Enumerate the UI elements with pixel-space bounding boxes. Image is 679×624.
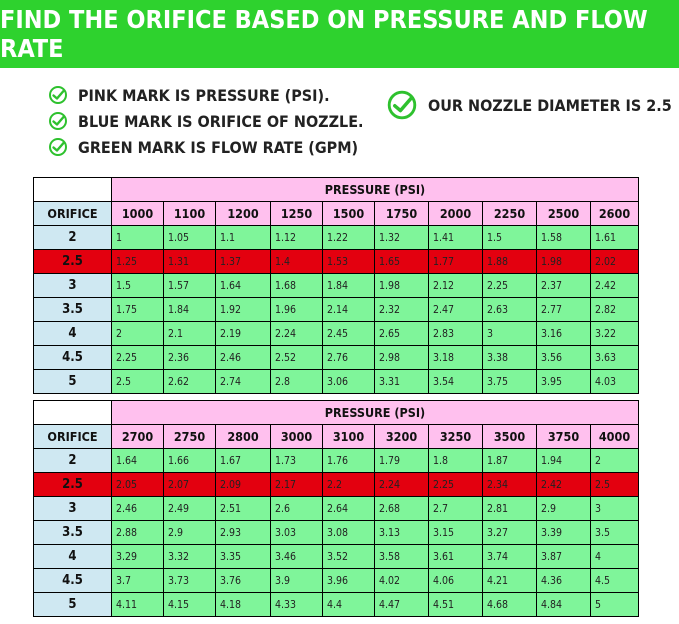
pressure-header: 2750	[164, 425, 216, 449]
flow-rate-cell: 4	[591, 545, 639, 569]
flow-rate-cell: 2.1	[164, 322, 216, 346]
flow-rate-cell: 4.06	[429, 569, 483, 593]
pressure-header: 2700	[112, 425, 164, 449]
flow-rate-cell: 1.5	[112, 274, 164, 298]
flow-rate-cell: 2.07	[164, 473, 216, 497]
flow-rate-cell: 2.93	[216, 521, 271, 545]
flow-rate-cell: 1.84	[164, 298, 216, 322]
flow-rate-cell: 3.74	[483, 545, 537, 569]
flow-rate-cell: 2.88	[112, 521, 164, 545]
flow-rate-cell: 3.61	[429, 545, 483, 569]
flow-rate-cell: 2.62	[164, 370, 216, 394]
flow-rate-cell: 1.67	[216, 449, 271, 473]
flow-table-2	[33, 400, 639, 617]
flow-rate-cell: 1.4	[271, 250, 323, 274]
flow-rate-cell: 1.65	[375, 250, 429, 274]
pressure-header: 1500	[323, 202, 375, 226]
flow-rate-cell: 2.37	[537, 274, 591, 298]
flow-rate-cell: 2.24	[271, 322, 323, 346]
flow-rate-cell: 4.11	[112, 593, 164, 617]
check-circle-icon	[48, 85, 68, 105]
flow-rate-cell: 1.88	[483, 250, 537, 274]
orifice-cell: 2	[34, 449, 112, 473]
flow-rate-cell: 2.9	[537, 497, 591, 521]
orifice-cell: 3	[34, 497, 112, 521]
flow-rate-cell: 2.17	[271, 473, 323, 497]
pressure-label: PRESSURE (PSI)	[112, 178, 639, 202]
pressure-header-row	[34, 202, 639, 226]
check-circle-icon	[48, 111, 68, 131]
legend-item-pressure	[48, 82, 364, 108]
table-row	[34, 370, 639, 394]
flow-rate-cell: 1.25	[112, 250, 164, 274]
flow-rate-cell: 3.27	[483, 521, 537, 545]
flow-rate-cell: 3.38	[483, 346, 537, 370]
flow-rate-cell: 2.7	[429, 497, 483, 521]
orifice-cell: 2	[34, 226, 112, 250]
corner-cell	[34, 178, 112, 202]
flow-rate-cell: 4.36	[537, 569, 591, 593]
flow-rate-cell: 1.77	[429, 250, 483, 274]
flow-rate-cell: 2.25	[483, 274, 537, 298]
flow-rate-cell: 1.37	[216, 250, 271, 274]
flow-rate-cell: 3.31	[375, 370, 429, 394]
flow-rate-cell: 2.5	[112, 370, 164, 394]
flow-rate-cell: 1.76	[323, 449, 375, 473]
flow-rate-cell: 2	[591, 449, 639, 473]
flow-rate-cell: 1.05	[164, 226, 216, 250]
flow-rate-cell: 2.25	[429, 473, 483, 497]
flow-rate-cell: 1.64	[216, 274, 271, 298]
orifice-cell: 5	[34, 370, 112, 394]
table-row	[34, 274, 639, 298]
flow-rate-cell: 4.33	[271, 593, 323, 617]
flow-rate-cell: 3.95	[537, 370, 591, 394]
flow-rate-cell: 1.8	[429, 449, 483, 473]
flow-rate-cell: 1.12	[271, 226, 323, 250]
flow-rate-cell: 3.35	[216, 545, 271, 569]
flow-rate-cell: 2.45	[323, 322, 375, 346]
flow-rate-cell: 3.18	[429, 346, 483, 370]
flow-rate-cell: 1.84	[323, 274, 375, 298]
flow-rate-cell: 1.87	[483, 449, 537, 473]
flow-rate-cell: 4.21	[483, 569, 537, 593]
table-row	[34, 346, 639, 370]
pressure-header: 3200	[375, 425, 429, 449]
pressure-label: PRESSURE (PSI)	[112, 401, 639, 425]
flow-rate-cell: 3.22	[591, 322, 639, 346]
orifice-cell: 5	[34, 593, 112, 617]
pressure-header: 2500	[537, 202, 591, 226]
pressure-header: 2250	[483, 202, 537, 226]
pressure-header: 1000	[112, 202, 164, 226]
table-row-highlighted	[34, 473, 639, 497]
flow-rate-cell: 1.75	[112, 298, 164, 322]
flow-rate-cell: 2.25	[112, 346, 164, 370]
flow-rate-cell: 3.46	[271, 545, 323, 569]
flow-rate-cell: 4.51	[429, 593, 483, 617]
flow-rate-cell: 2.8	[271, 370, 323, 394]
flow-rate-cell: 2.77	[537, 298, 591, 322]
legend-text: BLUE MARK IS ORIFICE OF NOZZLE.	[78, 111, 364, 131]
orifice-cell: 3.5	[34, 298, 112, 322]
pressure-header: 3750	[537, 425, 591, 449]
flow-rate-cell: 3.96	[323, 569, 375, 593]
flow-rate-cell: 2.65	[375, 322, 429, 346]
flow-rate-cell: 2.34	[483, 473, 537, 497]
table-row	[34, 449, 639, 473]
flow-rate-cell: 1.58	[537, 226, 591, 250]
flow-rate-cell: 3	[591, 497, 639, 521]
flow-rate-cell: 2.2	[323, 473, 375, 497]
flow-rate-cell: 2.6	[271, 497, 323, 521]
flow-rate-cell: 2.76	[323, 346, 375, 370]
flow-rate-cell: 4.02	[375, 569, 429, 593]
nozzle-note-text: OUR NOZZLE DIAMETER IS 2.5	[428, 95, 672, 115]
legend	[48, 82, 364, 160]
flow-rate-cell: 3.56	[537, 346, 591, 370]
table-row	[34, 545, 639, 569]
flow-rate-cell: 2.83	[429, 322, 483, 346]
flow-rate-cell: 2.9	[164, 521, 216, 545]
flow-rate-cell: 1.79	[375, 449, 429, 473]
flow-rate-cell: 2.05	[112, 473, 164, 497]
orifice-cell: 2.5	[34, 473, 112, 497]
flow-rate-cell: 2.46	[216, 346, 271, 370]
flow-rate-cell: 1.61	[591, 226, 639, 250]
flow-rate-cell: 1.53	[323, 250, 375, 274]
flow-rate-cell: 2.5	[591, 473, 639, 497]
corner-cell	[34, 401, 112, 425]
pressure-header: 2800	[216, 425, 271, 449]
flow-rate-cell: 3.16	[537, 322, 591, 346]
flow-rate-cell: 3.06	[323, 370, 375, 394]
flow-rate-cell: 2.81	[483, 497, 537, 521]
flow-rate-cell: 2.19	[216, 322, 271, 346]
flow-rate-cell: 2.68	[375, 497, 429, 521]
flow-rate-cell: 4.47	[375, 593, 429, 617]
flow-rate-cell: 2.74	[216, 370, 271, 394]
pressure-header: 2000	[429, 202, 483, 226]
flow-rate-cell: 4.15	[164, 593, 216, 617]
flow-rate-cell: 2.49	[164, 497, 216, 521]
legend-item-flow	[48, 134, 364, 160]
flow-rate-cell: 1.66	[164, 449, 216, 473]
flow-rate-cell: 2.46	[112, 497, 164, 521]
pressure-header: 1200	[216, 202, 271, 226]
flow-rate-cell: 2.63	[483, 298, 537, 322]
flow-rate-cell: 1.57	[164, 274, 216, 298]
flow-rate-cell: 2.02	[591, 250, 639, 274]
flow-rate-cell: 2.98	[375, 346, 429, 370]
legend-text: GREEN MARK IS FLOW RATE (GPM)	[78, 137, 359, 157]
flow-rate-cell: 1.22	[323, 226, 375, 250]
flow-rate-cell: 3.87	[537, 545, 591, 569]
title-banner	[0, 0, 679, 68]
pressure-label-row	[34, 401, 639, 425]
flow-rate-cell: 4.68	[483, 593, 537, 617]
pressure-header: 1750	[375, 202, 429, 226]
flow-rate-cell: 1.73	[271, 449, 323, 473]
flow-rate-cell: 4.03	[591, 370, 639, 394]
pressure-header: 3100	[323, 425, 375, 449]
check-circle-icon	[48, 137, 68, 157]
flow-rate-cell: 3	[483, 322, 537, 346]
flow-rate-cell: 2.47	[429, 298, 483, 322]
table-row	[34, 569, 639, 593]
orifice-cell: 3.5	[34, 521, 112, 545]
flow-rate-cell: 1.31	[164, 250, 216, 274]
flow-rate-cell: 1	[112, 226, 164, 250]
flow-rate-cell: 3.75	[483, 370, 537, 394]
flow-rate-cell: 3.03	[271, 521, 323, 545]
orifice-cell: 4.5	[34, 346, 112, 370]
pressure-header: 3250	[429, 425, 483, 449]
flow-rate-cell: 3.54	[429, 370, 483, 394]
flow-rate-cell: 2.51	[216, 497, 271, 521]
flow-rate-cell: 2.09	[216, 473, 271, 497]
flow-rate-cell: 3.5	[591, 521, 639, 545]
flow-rate-cell: 1.98	[537, 250, 591, 274]
flow-rate-cell: 3.52	[323, 545, 375, 569]
pressure-header: 1100	[164, 202, 216, 226]
flow-rate-cell: 1.92	[216, 298, 271, 322]
flow-rate-cell: 4.5	[591, 569, 639, 593]
pressure-header-row	[34, 425, 639, 449]
flow-rate-cell: 1.98	[375, 274, 429, 298]
orifice-cell: 2.5	[34, 250, 112, 274]
flow-rate-cell: 3.58	[375, 545, 429, 569]
flow-rate-cell: 2.12	[429, 274, 483, 298]
pressure-header: 3500	[483, 425, 537, 449]
orifice-cell: 4.5	[34, 569, 112, 593]
flow-rate-cell: 3.29	[112, 545, 164, 569]
flow-rate-cell: 4.4	[323, 593, 375, 617]
flow-rate-cell: 2	[112, 322, 164, 346]
flow-rate-cell: 2.36	[164, 346, 216, 370]
flow-rate-cell: 1.1	[216, 226, 271, 250]
flow-rate-cell: 3.32	[164, 545, 216, 569]
flow-rate-cell: 1.41	[429, 226, 483, 250]
flow-rate-cell: 1.94	[537, 449, 591, 473]
flow-rate-cell: 3.13	[375, 521, 429, 545]
flow-rate-cell: 3.39	[537, 521, 591, 545]
table-row	[34, 521, 639, 545]
flow-rate-cell: 5	[591, 593, 639, 617]
table-row	[34, 226, 639, 250]
flow-table-1	[33, 177, 639, 394]
flow-rate-cell: 1.5	[483, 226, 537, 250]
pressure-label-row	[34, 178, 639, 202]
table-row-highlighted	[34, 250, 639, 274]
flow-rate-cell: 3.76	[216, 569, 271, 593]
legend-item-orifice	[48, 108, 364, 134]
flow-rate-cell: 1.68	[271, 274, 323, 298]
pressure-header: 2600	[591, 202, 639, 226]
flow-rate-cell: 2.52	[271, 346, 323, 370]
flow-rate-cell: 3.7	[112, 569, 164, 593]
pressure-header: 4000	[591, 425, 639, 449]
orifice-cell: 4	[34, 545, 112, 569]
table-row	[34, 593, 639, 617]
pressure-header: 1250	[271, 202, 323, 226]
table-row	[34, 322, 639, 346]
flow-rate-cell: 2.42	[591, 274, 639, 298]
table-row	[34, 497, 639, 521]
pressure-header: 3000	[271, 425, 323, 449]
flow-rate-cell: 2.82	[591, 298, 639, 322]
flow-rate-cell: 4.84	[537, 593, 591, 617]
flow-rate-cell: 1.32	[375, 226, 429, 250]
flow-rate-cell: 2.42	[537, 473, 591, 497]
orifice-cell: 4	[34, 322, 112, 346]
orifice-label: ORIFICE	[34, 425, 112, 449]
flow-rate-cell: 2.14	[323, 298, 375, 322]
check-circle-icon	[386, 89, 418, 121]
orifice-label: ORIFICE	[34, 202, 112, 226]
flow-rate-cell: 2.32	[375, 298, 429, 322]
table-row	[34, 298, 639, 322]
flow-rate-cell: 4.18	[216, 593, 271, 617]
flow-rate-cell: 3.15	[429, 521, 483, 545]
flow-rate-cell: 3.9	[271, 569, 323, 593]
flow-rate-cell: 3.08	[323, 521, 375, 545]
flow-rate-cell: 3.73	[164, 569, 216, 593]
flow-rate-cell: 2.64	[323, 497, 375, 521]
flow-rate-cell: 1.64	[112, 449, 164, 473]
legend-text: PINK MARK IS PRESSURE (PSI).	[78, 85, 330, 105]
orifice-cell: 3	[34, 274, 112, 298]
flow-rate-cell: 1.96	[271, 298, 323, 322]
flow-rate-cell: 3.63	[591, 346, 639, 370]
flow-rate-cell: 2.24	[375, 473, 429, 497]
page-title: FIND THE ORIFICE BASED ON PRESSURE AND FLOW RATE	[0, 5, 648, 63]
nozzle-note	[386, 89, 672, 121]
